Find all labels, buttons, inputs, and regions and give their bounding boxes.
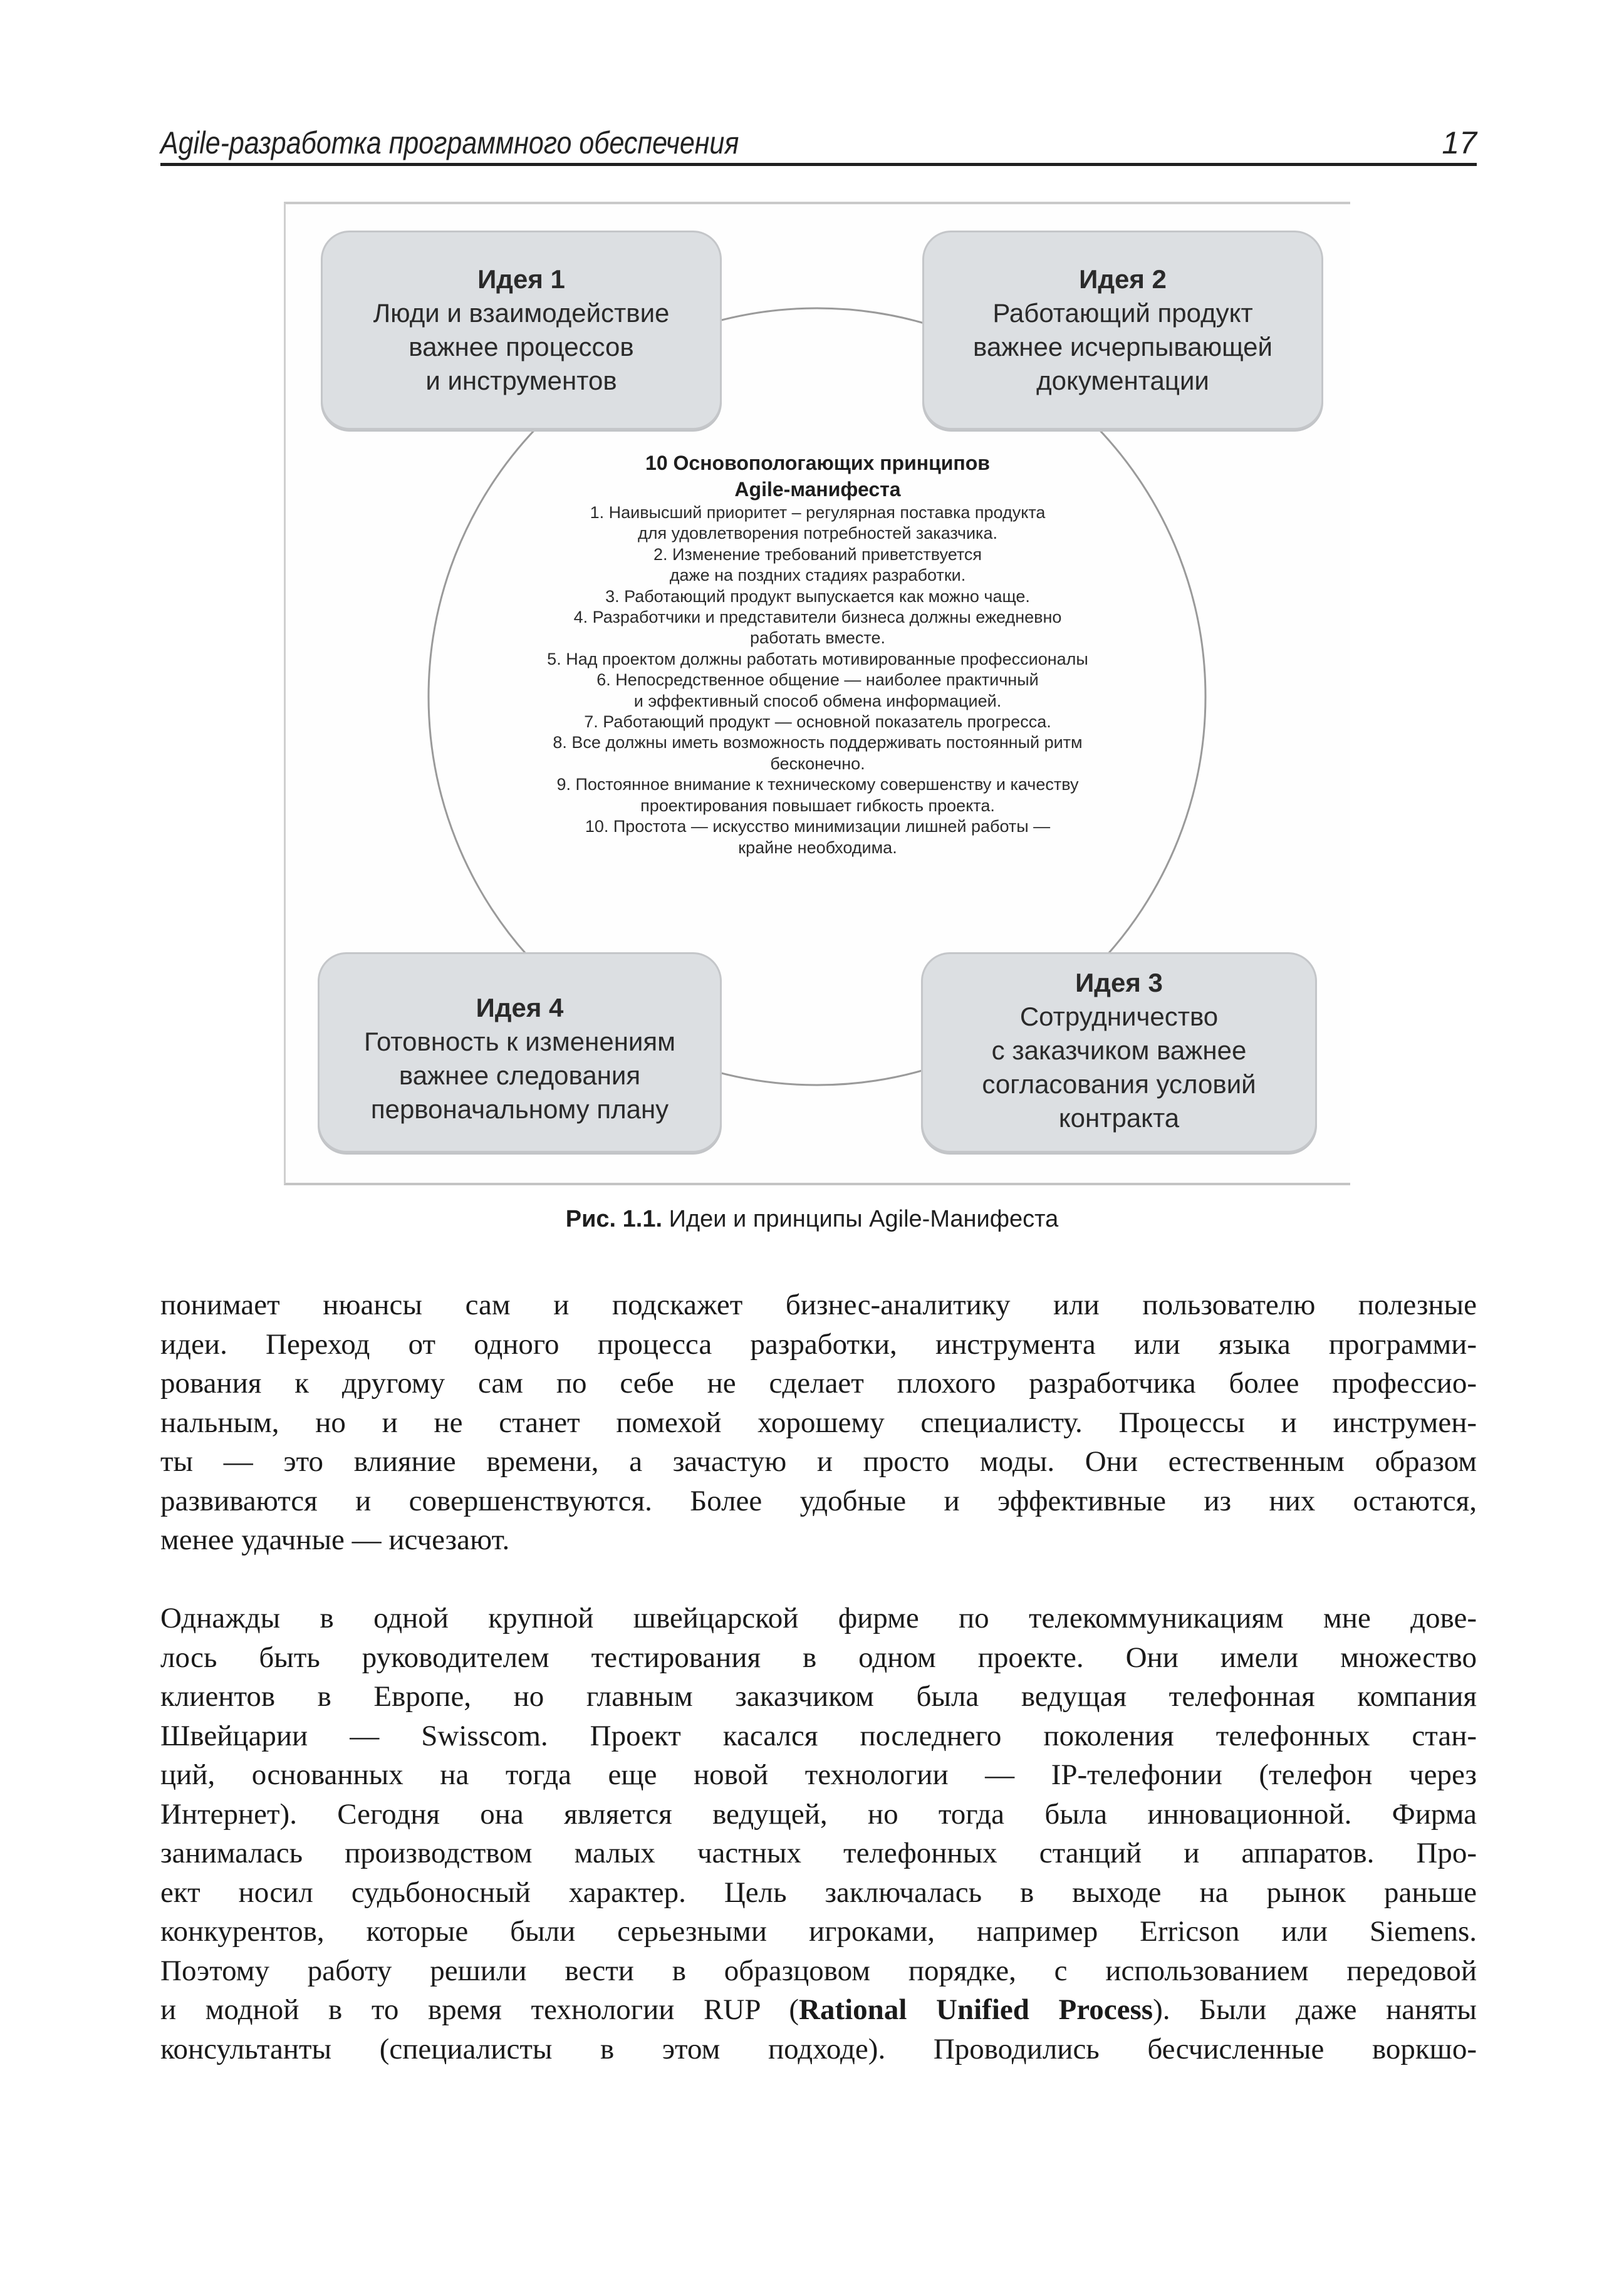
- running-head-title: Agile-разработка программного обеспечения: [160, 125, 739, 160]
- idea-text-line: Готовность к изменениям: [364, 1027, 675, 1056]
- figure-caption-label: Рис. 1.1.: [565, 1206, 663, 1232]
- text-line: конкурентов, которые были серьезными игроками, например Erricson или Siemens.: [160, 1915, 1477, 1948]
- rup-term-bold: Rational Unified Process: [799, 1993, 1153, 2026]
- idea-title: Идея 4: [476, 993, 564, 1022]
- principle-line: и эффективный способ обмена информацией.: [633, 691, 1002, 710]
- text-line: занималась производством малых частных телефонных станций и аппаратов. Про-: [160, 1837, 1477, 1869]
- principles-title: Agile-манифеста: [734, 478, 901, 501]
- text-segment: ). Были даже наняты: [1153, 1993, 1477, 2026]
- idea-text-line: важнее исчерпывающей: [973, 332, 1273, 361]
- principle-line: проектирования повышает гибкость проекта.: [640, 796, 995, 815]
- text-line: ект носил судьбоносный характер. Цель заключалась в выходе на рынок раньше: [160, 1876, 1477, 1909]
- text-line: Интернет). Сегодня она является ведущей, но тогда была инновационной. Фирма: [160, 1797, 1477, 1831]
- principles-list: [464, 450, 1172, 858]
- idea-box-1: [321, 231, 722, 430]
- idea-text-line: первоначальному плану: [370, 1094, 669, 1124]
- principle-line: для удовлетворения потребностей заказчика.: [638, 524, 997, 543]
- principle-line: даже на поздних стадиях разработки.: [669, 566, 966, 585]
- text-line: развиваются и совершенствуются. Более удобные и эффективные из них остаются,: [160, 1484, 1477, 1517]
- body-paragraph-1: [160, 1286, 1477, 1560]
- principle-line: 1. Наивысший приоритет – регулярная поставка продукта: [590, 503, 1046, 522]
- idea-title: Идея 2: [1079, 264, 1167, 294]
- idea-text-line: Люди и взаимодействие: [373, 298, 670, 328]
- idea-box-3: [921, 952, 1317, 1153]
- body-paragraph-2: [160, 1599, 1477, 2069]
- principle-line: работать вместе.: [749, 628, 886, 648]
- principle-lines: [464, 502, 1172, 858]
- text-line: Однажды в одной крупной швейцарской фирме по телекоммуникациям мне дове-: [160, 1602, 1477, 1634]
- idea-text-line: документации: [1036, 366, 1209, 395]
- figure-caption: [0, 1206, 1624, 1233]
- idea-text-line: важнее процессов: [409, 332, 634, 361]
- text-line: понимает нюансы сам и подскажет бизнес-аналитику или пользователю полезные: [160, 1289, 1477, 1321]
- text-line: Швейцарии — Swisscom. Проект касался последнего поколения телефонных стан-: [160, 1719, 1477, 1752]
- principles-title: 10 Основопологающих принципов: [645, 452, 990, 474]
- text-line: ты — это влияние времени, а зачастую и просто моды. Они естественным образом: [160, 1445, 1477, 1478]
- page-number: 17: [1442, 125, 1477, 160]
- text-line: лось быть руководителем тестирования в одном проекте. Они имели множество: [160, 1641, 1477, 1674]
- text-line: консультанты (специалисты в этом подходе). Проводились бесчисленные воркшо-: [160, 2032, 1477, 2065]
- principle-line: 6. Непосредственное общение — наиболее практичный: [596, 670, 1039, 690]
- idea-title: Идея 3: [1075, 968, 1163, 997]
- idea-text-line: согласования условий: [982, 1069, 1256, 1099]
- text-line: клиентов в Европе, но главным заказчиком была ведущая телефонная компания: [160, 1680, 1477, 1713]
- principle-line: 2. Изменение требований приветствуется: [653, 544, 982, 564]
- text-line-rup: [160, 1990, 1477, 2030]
- idea-box-2: [922, 231, 1323, 430]
- principle-line: 3. Работающий продукт выпускается как можно чаще.: [605, 586, 1030, 606]
- principle-line: крайне необходима.: [738, 838, 897, 857]
- text-line: рования к другому сам по себе не сделает плохого разработчика более профессио-: [160, 1367, 1477, 1400]
- principle-line: бесконечно.: [770, 754, 865, 773]
- principle-line: 9. Постоянное внимание к техническому совершенству и качеству: [556, 775, 1079, 794]
- idea-text-line: и инструментов: [425, 366, 617, 395]
- idea-text-line: Работающий продукт: [992, 298, 1253, 328]
- text-line: идеи. Переход от одного процесса разработки, инструмента или языка программи-: [160, 1327, 1477, 1361]
- text-segment: и модной в то время технологии RUP (: [160, 1993, 799, 2026]
- idea-title: Идея 1: [477, 264, 565, 294]
- principle-line: 4. Разработчики и представители бизнеса должны ежедневно: [573, 608, 1062, 627]
- principle-line: 7. Работающий продукт — основной показатель прогресса.: [584, 712, 1051, 732]
- idea-text-line: Сотрудничество: [1019, 1002, 1219, 1031]
- idea-text-line: важнее следования: [398, 1061, 641, 1090]
- principle-line: 10. Простота — искусство минимизации лишней работы —: [585, 817, 1051, 836]
- principle-line: 8. Все должны иметь возможность поддерживать постоянный ритм: [553, 733, 1083, 752]
- idea-box-4: [318, 952, 722, 1153]
- text-line: нальным, но и не станет помехой хорошему специалисту. Процессы и инструмен-: [160, 1406, 1477, 1439]
- principle-line: 5. Над проектом должны работать мотивированные профессионалы: [547, 649, 1088, 668]
- idea-text-line: контракта: [1058, 1103, 1180, 1133]
- text-line: ций, основанных на тогда еще новой технологии — IP-телефонии (телефон через: [160, 1758, 1477, 1791]
- text-line: менее удачные — исчезают.: [160, 1524, 510, 1556]
- text-line: Поэтому работу решили вести в образцовом порядке, с использованием передовой: [160, 1954, 1477, 1987]
- idea-text-line: с заказчиком важнее: [991, 1036, 1247, 1065]
- figure-caption-text: Идеи и принципы Agile-Манифеста: [669, 1206, 1059, 1232]
